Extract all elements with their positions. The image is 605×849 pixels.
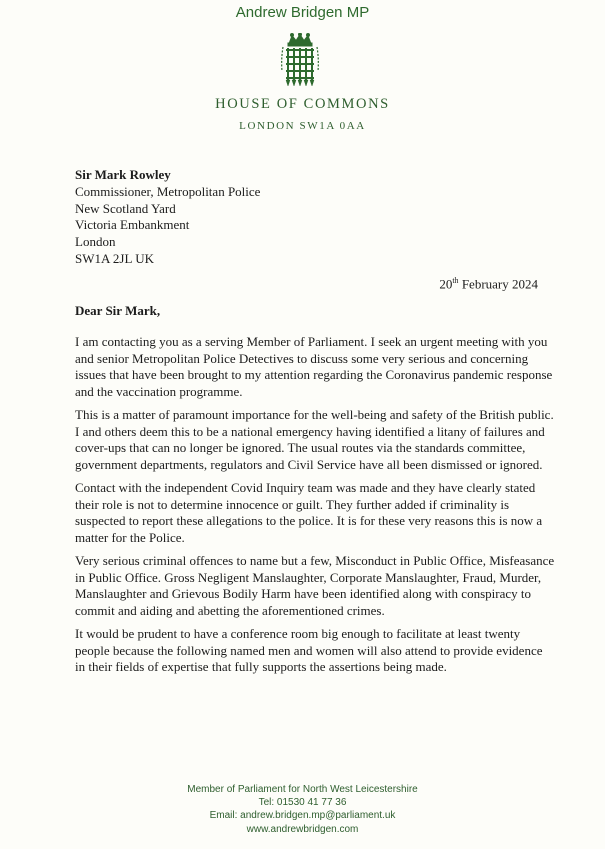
letterhead-address: LONDON SW1A 0AA — [239, 120, 366, 132]
paragraph-text: Contact with the independent Covid Inquiry team was made and they have clearly stated their role is not to determine innocence or guilt. They further added if criminality is suspected to report these allegations to the police. It is for these very reasons this is now a matter for the Police. — [75, 480, 543, 545]
paragraph-text: Very serious criminal offences to name but a few, Misconduct in Public Office, Misfeasance in Public Office. Gross Negligent Manslaughter, Corporate Manslaughter, Fraud, Murder, Manslaughter and Grievous Bodily Harm have been identified along with conspiracy to commit and aiding and abetting the aforementioned crimes. — [75, 553, 555, 618]
footer-telephone: Tel: 01530 41 77 36 — [258, 797, 347, 809]
recipient-line: London — [75, 234, 116, 250]
paragraph-text: It would be prudent to have a conference room big enough to facilitate at least twenty people because the following named men and women will also attend to provide evidence in their fields of expertise that fully supports the assertions being made. — [75, 626, 543, 674]
letter-paragraph — [75, 553, 555, 619]
recipient-line: New Scotland Yard — [75, 200, 176, 216]
date-suffix: th — [452, 276, 459, 285]
paragraph-text: I am contacting you as a serving Member of Parliament. I seek an urgent meeting with you and senior Metropolitan Police Detectives to discuss some very serious and concerning issues that have been brought to my attention regarding the Coronavirus pandemic response and the vaccination programme. — [75, 334, 553, 399]
recipient-name: Sir Mark Rowley — [75, 167, 171, 182]
salutation: Dear Sir Mark, — [75, 303, 161, 318]
letter-date — [439, 276, 538, 292]
mp-name: Andrew Bridgen MP — [235, 4, 370, 21]
date-day: 20 — [439, 276, 453, 292]
constituency-line: Member of Parliament for North West Leicestershire — [187, 784, 418, 795]
recipient-line: Victoria Embankment — [75, 217, 190, 233]
date-rest: February 2024 — [458, 276, 538, 292]
recipient-line: Commissioner, Metropolitan Police — [75, 183, 261, 199]
portcullis-icon — [279, 33, 321, 89]
footer-email: Email: andrew.bridgen.mp@parliament.uk — [209, 810, 396, 822]
footer-website: www.andrewbridgen.com — [246, 823, 359, 835]
recipient-address-block — [75, 167, 260, 268]
letter-paragraph — [75, 626, 555, 676]
recipient-line: SW1A 2JL UK — [75, 250, 154, 266]
letter-paragraph — [75, 480, 555, 546]
paragraph-text: This is a matter of paramount importance for the well-being and safety of the British public. I and others deem this to be a national emergency having identified a litany of failures and cover-ups that can no longer be ignored. The usual routes via the standards committee, government departments, regulators and Civil Service have all been dismissed or ignored. — [75, 407, 554, 472]
letter-paragraph — [75, 407, 555, 473]
letter-paragraph — [75, 334, 555, 400]
letter-footer — [0, 783, 605, 836]
house-of-commons-heading: HOUSE OF COMMONS — [215, 96, 390, 112]
